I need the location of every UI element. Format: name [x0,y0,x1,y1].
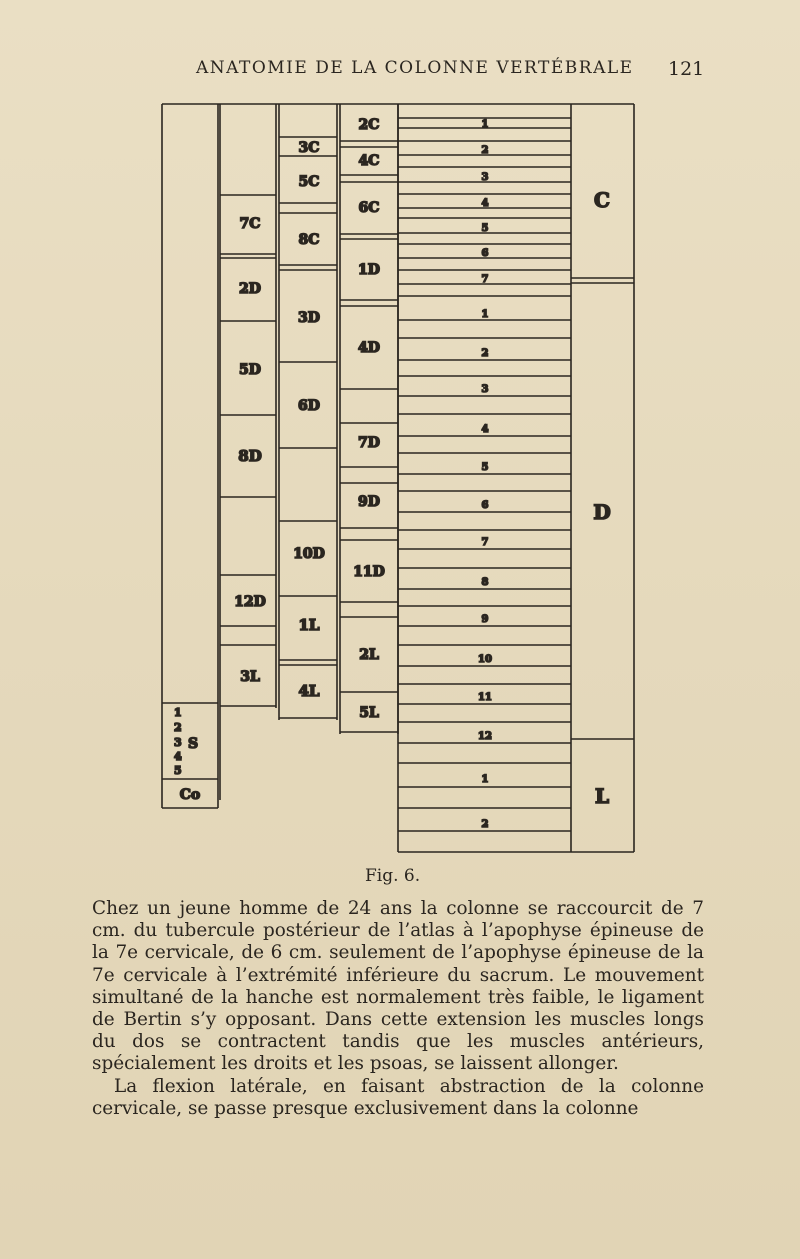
col-b-label-8d: 8D [238,447,262,465]
vertebra-d11: 11 [478,692,492,703]
paragraph-1: Chez un jeune homme de 24 ans la colonne se raccourcit de 7 cm. du tubercule postérieur de l’atlas à l’apophyse épineuse de la 7e cervicale, de 6 cm. seulement de l’apophyse épineuse de la 7e cervicale à l’extrémité inférieure du sacrum. Le mouvement simultané de la hanche est normalement très faible, le ligament de Bertin s’y opposant. Dans cette extension les muscles longs du dos se contractent tandis que les muscles antérieurs, spécialement les droits et les psoas, se laissent allonger. [92,898,704,1075]
paragraph-2: La flexion latérale, en faisant abstraction de la colonne cervicale, se passe presque exclusivement dans la colonne [92,1075,704,1119]
col-d-label-2l: 2L [359,647,379,663]
col-c-label-3c: 3C [298,140,320,156]
col-c-label-4l: 4L [298,682,320,700]
col-c-label-1l: 1L [298,616,320,634]
body-text [92,898,704,1120]
running-title: ANATOMIE DE LA COLONNE VERTÉBRALE [196,58,634,78]
vertebra-d4: 4 [481,424,489,435]
sacral-label-5: 5 [174,764,182,777]
col-c-label-8c: 8C [298,232,320,248]
region-label-c: C [594,188,610,212]
vertebra-d1: 1 [481,309,489,320]
sacral-label-s: S [188,736,199,752]
vertebra-l2: 2 [481,819,489,830]
region-label-d: D [593,500,611,524]
vertebra-d7: 7 [481,537,489,548]
col-c-label-3d: 3D [298,310,320,326]
col-d-label-2c: 2C [358,117,380,133]
sacral-label-2: 2 [174,721,182,734]
vertebra-d8: 8 [481,577,489,588]
col-b-label-7c: 7C [239,216,261,232]
col-d-label-4c: 4C [358,153,380,169]
figure-caption: Fig. 6. [365,866,421,886]
col-d-label-9d: 9D [358,494,380,510]
vertebra-c1: 1 [481,119,489,130]
region-label-l: L [594,784,610,808]
vertebra-l1: 1 [481,774,489,785]
vertebra-c2: 2 [481,145,489,156]
col-d-label-7d: 7D [358,435,380,451]
page-number: 121 [668,58,705,80]
column-d [340,104,398,734]
vertebra-d6: 6 [481,500,489,511]
col-b-label-5d: 5D [239,362,261,378]
sacral-label-3: 3 [174,736,182,749]
vertebra-c5: 5 [481,223,489,234]
vertebra-c6: 6 [481,248,489,259]
sacral-label-4: 4 [174,750,182,763]
vertebra-c7: 7 [481,274,489,285]
vertebra-d2: 2 [481,348,489,359]
sacral-label-1: 1 [174,706,182,719]
col-d-label-6c: 6C [358,200,380,216]
vertebra-d12: 12 [478,731,492,742]
col-b-label-2d: 2D [239,281,261,297]
vertebra-c3: 3 [481,172,489,183]
col-d-label-1d: 1D [358,262,380,278]
column-sacrum [162,104,218,808]
col-d-label-4d: 4D [358,340,380,356]
vertebra-c4: 4 [481,198,489,209]
column-regions [571,104,634,852]
col-b-label-12d: 12D [234,594,266,610]
col-b-label-3l: 3L [240,669,260,685]
vertebra-d9: 9 [481,614,489,625]
col-c-label-6d: 6D [298,398,320,414]
col-d-label-11d: 11D [353,564,385,580]
coccyx-label: Co [179,787,201,803]
vertebra-d5: 5 [481,462,489,473]
col-c-label-5c: 5C [298,174,320,190]
col-c-label-10d: 10D [293,546,325,562]
col-d-label-5l: 5L [359,705,379,721]
vertebra-d3: 3 [481,384,489,395]
vertebra-d10: 10 [478,654,492,665]
